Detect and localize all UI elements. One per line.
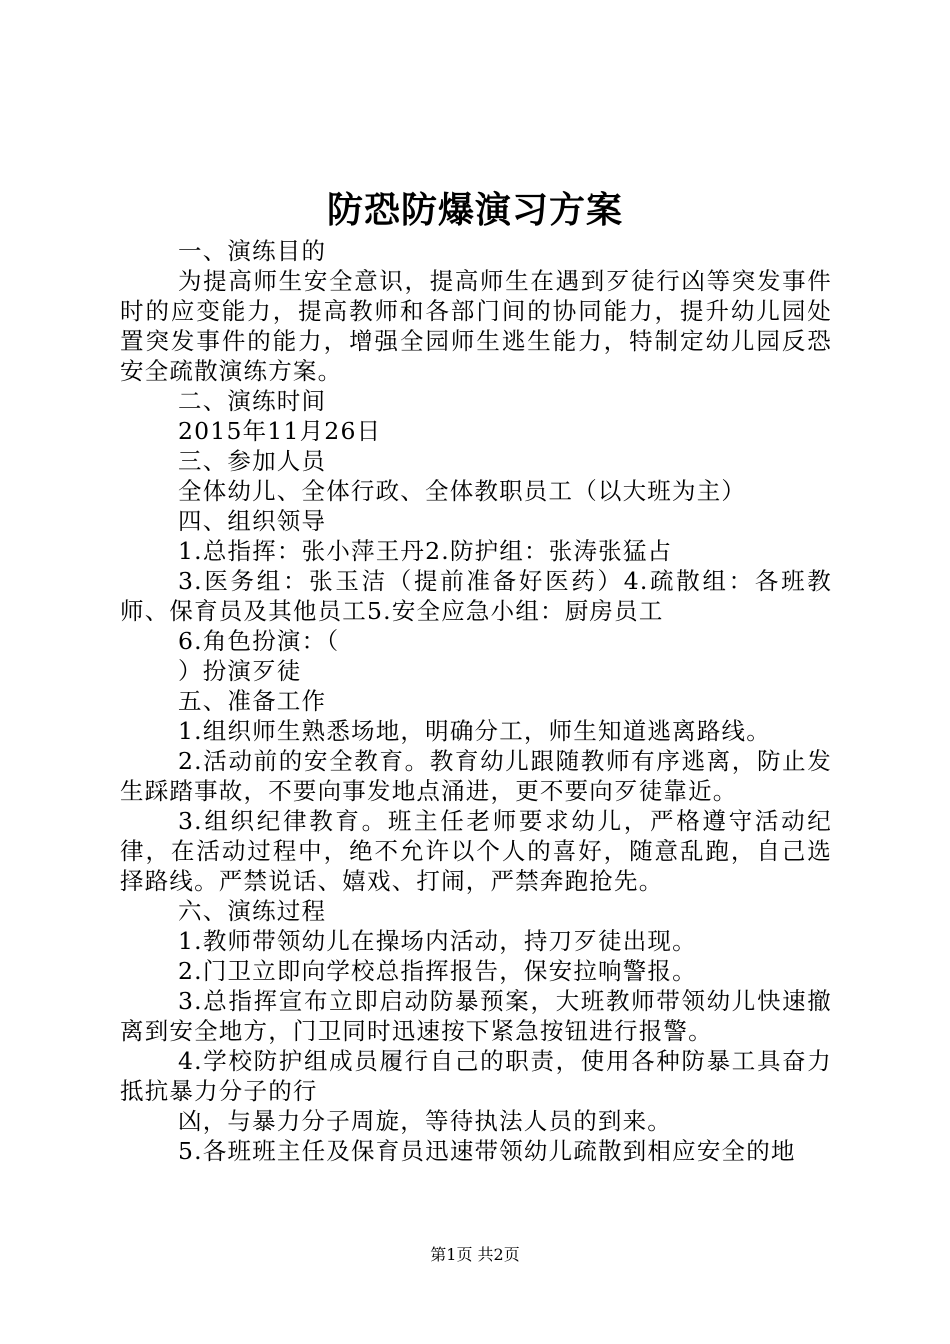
section-heading-participants: 三、参加人员: [178, 447, 327, 475]
section-heading-preparation: 五、准备工作: [178, 687, 327, 715]
paragraph-purpose: 为提高师生安全意识，提高师生在遇到歹徒行凶等突发事件时的应变能力，提高教师和各部门间的协同能力，提升幼儿园处置突发事件的能力，增强全园师生逃生能力，特制定幼儿园反恐安全疏散演练方案。: [120, 267, 832, 385]
paragraph-process-4-cont: 凶，与暴力分子周旋，等待执法人员的到来。: [178, 1107, 672, 1135]
paragraph-org-1: 1.总指挥：张小萍王丹2.防护组：张涛张猛占: [178, 537, 673, 565]
document-title: 防恐防爆演习方案: [326, 189, 623, 231]
paragraph-org-6-cont: ）扮演歹徒: [178, 657, 302, 685]
paragraph-date: 2015年11月26日: [178, 417, 382, 445]
paragraph-prep-2: 2.活动前的安全教育。教育幼儿跟随教师有序逃离，防止发生踩踏事故，不要向事发地点涌进，更不要向歹徒靠近。: [120, 747, 832, 805]
document-body: [120, 236, 832, 1166]
section-heading-time: 二、演练时间: [178, 387, 327, 415]
section-heading-process: 六、演练过程: [178, 897, 327, 925]
paragraph-prep-3: 3.组织纪律教育。班主任老师要求幼儿，严格遵守活动纪律，在活动过程中，绝不允许以个人的喜好，随意乱跑，自己选择路线。严禁说话、嬉戏、打闹，严禁奔跑抢先。: [120, 807, 832, 895]
paragraph-process-1: 1.教师带领幼儿在操场内活动，持刀歹徒出现。: [178, 927, 697, 955]
paragraph-participants: 全体幼儿、全体行政、全体教职员工（以大班为主）: [178, 477, 747, 505]
section-heading-purpose: 一、演练目的: [178, 237, 327, 265]
paragraph-process-5: 5.各班班主任及保育员迅速带领幼儿疏散到相应安全的地: [178, 1137, 796, 1165]
paragraph-process-3: 3.总指挥宣布立即启动防暴预案，大班教师带领幼儿快速撤离到安全地方，门卫同时迅速按下紧急按钮进行报警。: [120, 987, 832, 1045]
paragraph-process-2: 2.门卫立即向学校总指挥报告，保安拉响警报。: [178, 957, 697, 985]
section-heading-organization: 四、组织领导: [178, 507, 327, 535]
page-footer: 第1页 共2页: [430, 1245, 520, 1264]
paragraph-org-6: 6.角色扮演：（: [178, 627, 340, 655]
paragraph-process-4: 4.学校防护组成员履行自己的职责，使用各种防暴工具奋力抵抗暴力分子的行: [120, 1047, 832, 1105]
paragraph-prep-1: 1.组织师生熟悉场地，明确分工，师生知道逃离路线。: [178, 717, 771, 745]
paragraph-org-3: 3.医务组：张玉洁（提前准备好医药）4.疏散组：各班教师、保育员及其他员工5.安全应急小组：厨房员工: [120, 567, 832, 625]
